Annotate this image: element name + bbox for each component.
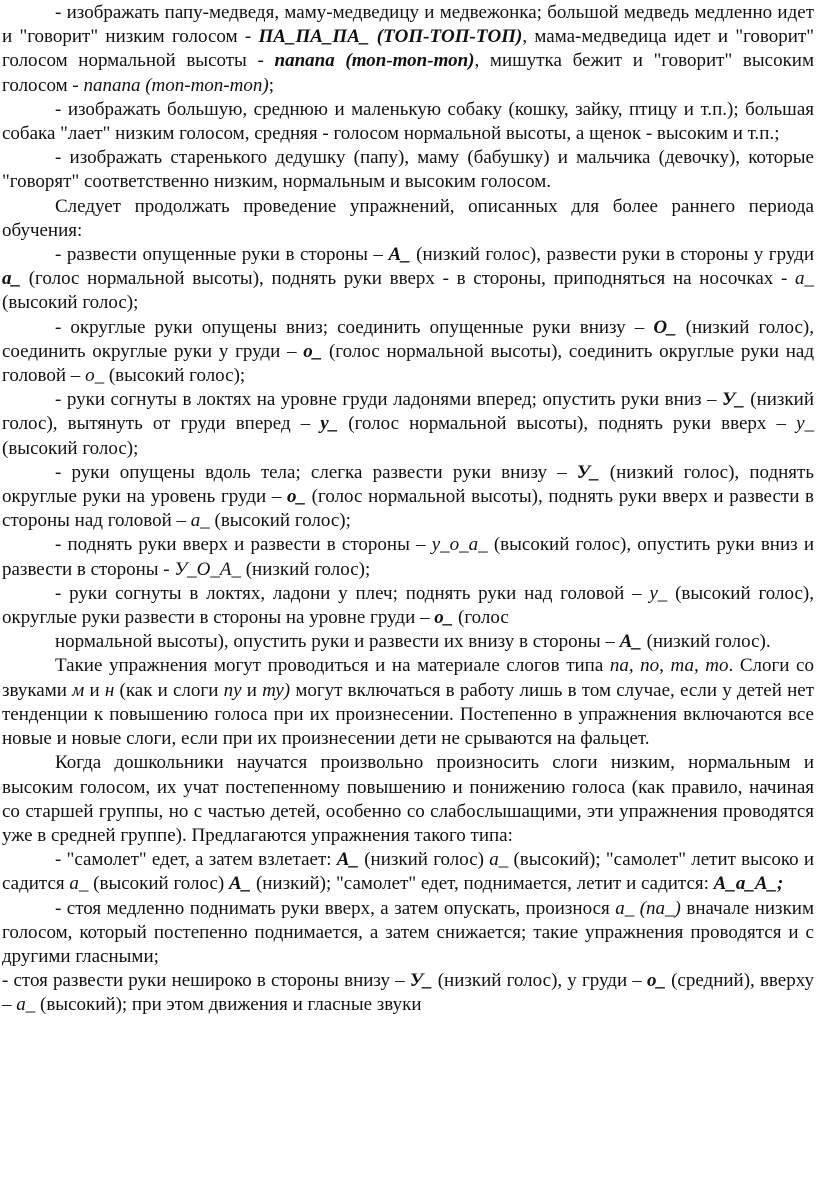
text-run: - изображать большую, среднюю и маленькую собаку (кошку, зайку, птицу и т.п.); большая собака "лает" низким голосом, средняя - голосом нормальной высоты, а щенок - высоким и т.п.; <box>2 98 814 145</box>
italic-text: ту) <box>262 679 291 701</box>
text-run: (голос нормальной высоты), поднять руки вверх и развести в стороны над головой – <box>2 486 814 532</box>
text-run: - поднять руки вверх и развести в стороны – <box>55 534 432 556</box>
italic-text: н <box>104 679 115 701</box>
text-run: (низкий голос) <box>358 849 490 871</box>
italic-text: а_ <box>69 873 89 895</box>
text-run: Такие упражнения могут проводиться и на материале слогов типа <box>55 655 610 677</box>
text-run: - руки опущены вдоль тела; слегка развести руки внизу – <box>55 461 577 483</box>
bold-italic-text: о_ <box>303 340 323 362</box>
text-run: Когда дошкольники научатся произвольно произносить слоги низким, нормальным и высоким голосом, их учат постепенному повышению и понижению голоса (как правило, начиная со старшей группы, но с частью детей, особенно со слабослышащими, эти упражнения проводятся уже в средней группе). Предлагаются упражнения такого типа: <box>2 752 814 846</box>
text-run: (высокий голос); <box>209 510 351 532</box>
text-run: (низкий голос), соединить округлые руки у груди – <box>2 316 814 362</box>
paragraph <box>2 1 814 98</box>
paragraph <box>2 461 814 534</box>
bold-italic-text: папапа (топ-топ-топ) <box>274 50 475 72</box>
paragraph <box>2 243 814 316</box>
paragraph <box>2 533 814 581</box>
text-run: (низкий); "самолет" едет, поднимается, летит и садится: <box>251 873 714 895</box>
text-run: (высокий); "самолет" летит высоко и садится <box>2 849 814 895</box>
text-run: (высокий голос), округлые руки развести в стороны на уровне груди – <box>2 582 814 629</box>
text-run: (низкий голос). <box>641 631 771 653</box>
italic-text: у_ <box>796 413 814 435</box>
text-run: Следует продолжать проведение упражнений, описанных для более раннего периода обучения: <box>2 195 814 241</box>
text-run: (низкий голос), поднять округлые руки на уровень груди – <box>2 461 814 508</box>
bold-italic-text: а_ <box>2 268 21 290</box>
text-run: - руки согнуты в локтях на уровне груди ладонями вперед; опустить руки вниз – <box>55 389 723 411</box>
paragraph <box>2 388 814 461</box>
text-run: (голос нормальной высоты), соединить округлые руки над головой – <box>2 340 814 387</box>
text-run: - изображать папу-медведя, маму-медведицу и медвежонка; большой медведь медленно идет и "говорит" низким голосом - <box>2 2 814 48</box>
text-run: (низкий голос), вытянуть от груди вперед – <box>2 389 814 435</box>
text-run: (низкий голос), развести руки в стороны у груди <box>410 244 814 266</box>
text-run: и <box>84 679 105 701</box>
text-run: , мама-медведица идет и "говорит" голосом нормальной высоты - <box>2 26 814 72</box>
text-run: нормальной высоты), опустить руки и развести их внизу в стороны – <box>55 631 620 653</box>
text-run: - развести опущенные руки в стороны – <box>55 244 389 266</box>
text-run: - стоя медленно поднимать руки вверх, а затем опускать, произнося <box>55 897 616 919</box>
text-run: (высокий голос); <box>2 437 139 459</box>
text-run: ; <box>268 74 274 96</box>
bold-italic-text: О_ <box>653 316 677 338</box>
italic-text: а_ (па_) <box>615 897 681 919</box>
paragraph <box>2 848 814 896</box>
italic-text: пу <box>223 679 242 701</box>
text-run: - "самолет" едет, а затем взлетает: <box>55 849 337 871</box>
paragraph <box>2 195 814 243</box>
paragraph <box>2 630 814 654</box>
text-run: - стоя развести руки нешироко в стороны внизу – <box>2 970 410 992</box>
bold-italic-text: о_ <box>646 970 666 992</box>
italic-text: а_ <box>795 268 814 290</box>
paragraph <box>2 98 814 146</box>
text-run: - изображать старенького дедушку (папу), маму (бабушку) и мальчика (девочку), которые "говорят" соответственно низким, нормальным и высоким голосом. <box>2 147 814 193</box>
italic-text: у_о_а_ <box>431 534 488 556</box>
italic-text: а_ <box>489 849 509 871</box>
italic-text: а_ <box>190 510 210 532</box>
bold-italic-text: ПА_ПА_ПА_ (ТОП-ТОП-ТОП) <box>258 26 523 48</box>
text-run: - округлые руки опущены вниз; соединить опущенные руки внизу – <box>55 316 654 338</box>
bold-italic-text: А_ <box>388 244 411 266</box>
paragraph <box>2 654 814 751</box>
text-run: (голос нормальной высоты), поднять руки вверх - в стороны, приподняться на носочках - <box>21 268 795 290</box>
text-run: , мишутка бежит и "говорит" высоким голосом - <box>2 50 815 96</box>
bold-italic-text: А_ <box>229 873 252 895</box>
text-run: (как и слоги <box>114 679 224 701</box>
text-run: (голос нормальной высоты), поднять руки вверх – <box>338 413 797 435</box>
bold-italic-text: У_ <box>576 461 600 483</box>
paragraph <box>2 146 814 194</box>
text-run: вначале низким голосом, который постепенно поднимается, а затем снижается; такие упражнения проводятся и с другими гласными; <box>2 897 814 967</box>
text-run: (высокий голос); <box>104 365 246 387</box>
paragraph <box>2 582 814 630</box>
text-run: могут включаться в работу лишь в том случае, если у детей нет тенденции к повышению голоса при их произнесении. Постепенно в упражнения включаются все новые и новые слоги, если при их произнесении дети не срываются на фальцет. <box>2 679 815 750</box>
text-run: (высокий); при этом движения и гласные звуки <box>35 994 422 1016</box>
text-run: . Слоги со звуками <box>2 655 814 701</box>
text-run: (низкий голос), у груди – <box>432 970 647 992</box>
text-run: (высокий голос); <box>2 292 139 314</box>
text-run: (низкий голос); <box>240 558 371 580</box>
bold-italic-text: А_ <box>336 849 359 871</box>
bold-italic-text: У_ <box>409 970 433 992</box>
italic-text: о_ <box>85 365 105 387</box>
text-run: - руки согнуты в локтях, ладони у плеч; поднять руки над головой – <box>55 582 650 604</box>
bold-italic-text: А_а_А_; <box>713 873 784 895</box>
italic-text: у_ <box>649 582 668 604</box>
paragraph <box>2 969 814 1017</box>
italic-text: па, по, та, то <box>609 655 729 677</box>
text-run: (средний), вверху – <box>2 970 814 1016</box>
paragraph <box>2 316 814 389</box>
bold-italic-text: о_ <box>434 607 454 629</box>
paragraph <box>2 751 814 848</box>
bold-italic-text: У_ <box>722 389 745 411</box>
italic-text: а_ <box>16 994 36 1016</box>
text-run: (голос <box>453 607 509 629</box>
text-run: и <box>241 679 263 701</box>
text-run: (высокий голос), опустить руки вниз и развести в стороны - <box>2 534 814 580</box>
italic-text: м <box>72 679 85 701</box>
bold-italic-text: у_ <box>320 413 339 435</box>
bold-italic-text: о_ <box>287 486 307 508</box>
text-run: (высокий голос) <box>88 873 229 895</box>
italic-text: У_О_А_ <box>174 558 241 580</box>
paragraph <box>2 897 814 970</box>
bold-italic-text: А_ <box>619 631 642 653</box>
italic-text: папапа (топ-топ-топ) <box>83 74 269 96</box>
